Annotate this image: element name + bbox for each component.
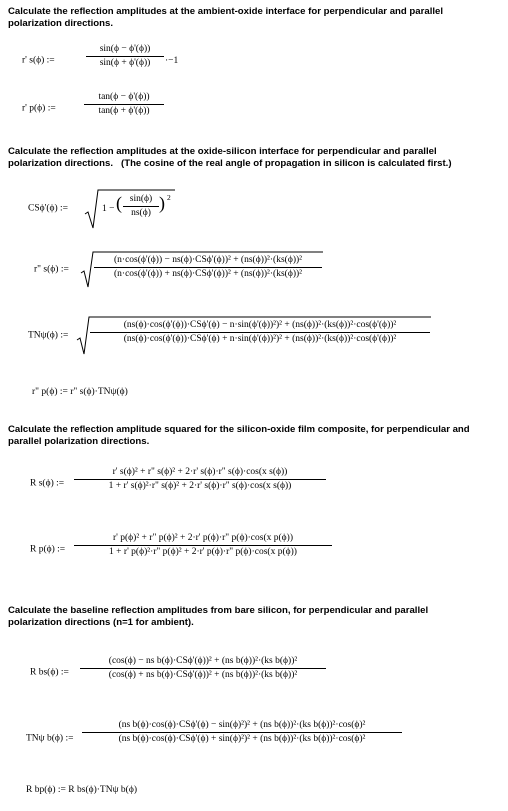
denominator: (ns(ϕ)·cos(ϕ'(ϕ))·CSϕ'(ϕ) + n·sin(ϕ'(ϕ))²)² + (ns(ϕ))²·(ks(ϕ))²·cos(ϕ'(ϕ))²	[123, 334, 397, 344]
eq-lhs: r' s(ϕ) :=	[22, 55, 55, 66]
fraction-bar	[94, 267, 322, 268]
denominator: (ns b(ϕ)·cos(ϕ)·CSϕ'(ϕ) + sin(ϕ)²)² + (ns b(ϕ))²·(ks b(ϕ))²·cos(ϕ)²	[118, 734, 366, 744]
numerator: (cos(ϕ) − ns b(ϕ)·CSϕ'(ϕ))² + (ns b(ϕ))²·(ks b(ϕ))²	[108, 656, 298, 666]
numerator: (ns b(ϕ)·cos(ϕ)·CSϕ'(ϕ) − sin(ϕ)²)² + (ns b(ϕ))²·(ks b(ϕ))²·cos(ϕ)²	[118, 720, 366, 730]
numerator: (n·cos(ϕ'(ϕ)) − ns(ϕ)·CSϕ'(ϕ))² + (ns(ϕ))²·(ks(ϕ))²	[114, 255, 302, 265]
eq-lhs: R bs(ϕ) :=	[30, 667, 69, 678]
eq-cs-phi-prime	[28, 188, 178, 230]
eq-R-bp: R bp(ϕ) := R bs(ϕ)·TNψ b(ϕ)	[26, 785, 137, 795]
eq-tail: ·−1	[165, 56, 179, 66]
section-4-text: Calculate the baseline reflection amplitudes from bare silicon, for perpendicular and parallel polarization directions (n=1 for ambient).	[8, 605, 429, 628]
eq-tn-psi	[28, 316, 433, 356]
fraction-bar	[74, 545, 332, 546]
denominator: (cos(ϕ) + ns b(ϕ)·CSϕ'(ϕ))² + (ns b(ϕ))²·(ks b(ϕ))²	[108, 670, 298, 680]
denominator: sin(ϕ + ϕ'(ϕ))	[99, 58, 151, 68]
eq-fraction	[82, 720, 402, 745]
section-1-text: Calculate the reflection amplitudes at the ambient-oxide interface for perpendicular and parallel polarization directions.	[8, 6, 444, 29]
numerator: sin(ϕ)	[129, 194, 153, 204]
eq-lhs: R p(ϕ) :=	[30, 544, 66, 555]
numerator: (ns(ϕ)·cos(ϕ'(ϕ))·CSϕ'(ϕ) − n·sin(ϕ'(ϕ))²)² + (ns(ϕ))²·(ks(ϕ))²·cos(ϕ'(ϕ))²	[123, 320, 397, 330]
denominator: tan(ϕ + ϕ'(ϕ))	[98, 106, 150, 116]
eq-fraction	[84, 92, 164, 117]
eq-fraction	[74, 467, 326, 492]
fraction-bar	[74, 479, 326, 480]
radicand-prefix: 1 −	[102, 204, 115, 214]
eq-r-prime-s	[22, 44, 182, 78]
eq-R-s	[30, 467, 330, 501]
numerator: r' p(ϕ)² + r" p(ϕ)² + 2·r' p(ϕ)·r" p(ϕ)·cos(x p(ϕ))	[113, 533, 293, 543]
eq-fraction	[94, 255, 322, 280]
section-3-text: Calculate the reflection amplitude squared for the silicon-oxide film composite, for perpendicular and parallel polarization directions.	[8, 424, 470, 447]
eq-fraction	[86, 44, 164, 69]
fraction-bar	[86, 56, 164, 57]
eq-fraction	[74, 533, 332, 558]
eq-lhs: r" s(ϕ) :=	[34, 264, 69, 275]
exponent: 2	[167, 193, 171, 202]
denominator: ns(ϕ)	[131, 208, 151, 218]
eq-lhs: TNψ b(ϕ) :=	[26, 733, 74, 744]
eq-lhs: CSϕ'(ϕ) :=	[28, 203, 69, 214]
eq-lhs: TNψ(ϕ) :=	[28, 330, 69, 341]
paren-open: (	[116, 193, 122, 213]
eq-R-p	[30, 533, 336, 567]
numerator: sin(ϕ − ϕ'(ϕ))	[99, 44, 151, 54]
fraction-bar	[84, 104, 164, 105]
eq-tn-psi-b	[26, 720, 406, 758]
fraction-bar	[123, 206, 159, 207]
eq-fraction	[123, 194, 159, 219]
eq-r-double-prime-p: r" p(ϕ) := r" s(ϕ)·TNψ(ϕ)	[32, 387, 128, 397]
numerator: r' s(ϕ)² + r" s(ϕ)² + 2·r' s(ϕ)·r" s(ϕ)·cos(x s(ϕ))	[112, 467, 288, 477]
denominator: 1 + r' p(ϕ)²·r" p(ϕ)² + 2·r' p(ϕ)·r" p(ϕ)·cos(x p(ϕ))	[109, 547, 297, 557]
eq-fraction	[90, 320, 430, 345]
denominator: (n·cos(ϕ'(ϕ)) + ns(ϕ)·CSϕ'(ϕ))² + (ns(ϕ))²·(ks(ϕ))²	[114, 269, 302, 279]
fraction-bar	[90, 332, 430, 333]
denominator: 1 + r' s(ϕ)²·r" s(ϕ)² + 2·r' s(ϕ)·r" s(ϕ)·cos(x s(ϕ))	[108, 481, 292, 491]
section-2-text: Calculate the reflection amplitudes at the oxide-silicon interface for perpendicular and parallel polarization directions. (The cosine of the real angle of propagation in silicon is calculated first.)	[8, 146, 452, 169]
fraction-bar	[80, 668, 326, 669]
eq-lhs: R s(ϕ) :=	[30, 478, 65, 489]
numerator: tan(ϕ − ϕ'(ϕ))	[98, 92, 150, 102]
fraction-bar	[82, 732, 402, 733]
eq-r-prime-p	[22, 92, 172, 126]
eq-r-double-prime-s	[34, 251, 334, 289]
eq-fraction	[80, 656, 326, 681]
eq-R-bs	[30, 656, 330, 690]
paren-close: )	[159, 193, 165, 213]
eq-lhs: r' p(ϕ) :=	[22, 103, 56, 114]
